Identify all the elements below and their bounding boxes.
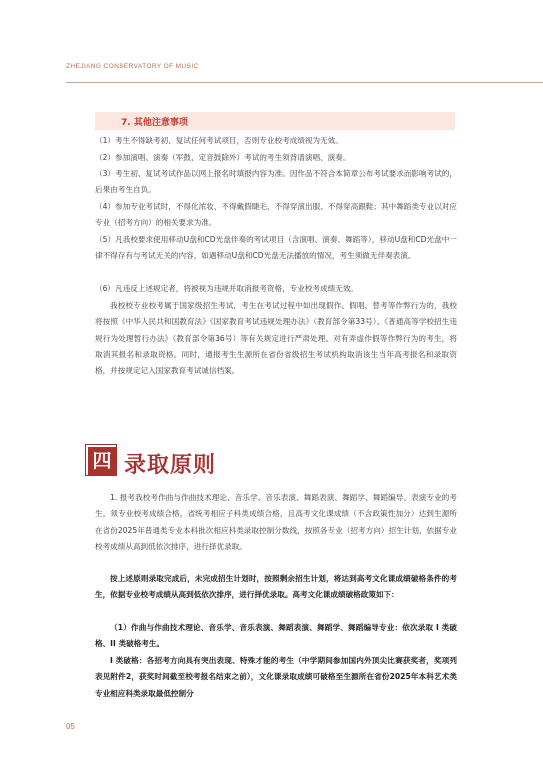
admission-majors-rule: （1）作曲与作曲技术理论、音乐学、音乐表演、舞蹈表演、舞蹈学、舞蹈编导专业：依次录取 I 类破格、II 类破格考生。 <box>95 623 457 649</box>
note-2: （2）参加演唱、演奏（军鼓、定音鼓除外）考试的考生须背谱演唱、演奏。 <box>95 153 351 162</box>
class-one-exception-rule: I 类破格：各招考方向具有突出表现、特殊才能的考生（中学期间参加国内外顶尖比赛获奖者，奖项列表见附件2，获奖时间截至校考报名结束之前），文化课录取成绩可破格至生源所在省份2025年本科艺术类专业相应科类录取最低控制分 <box>95 656 457 698</box>
note-6: （6）凡违反上述规定者，将被视为违规并取消报考资格，专业校考成绩无效。 <box>95 284 359 293</box>
admission-supplement-rule: 按上述原则录取完成后，未完成招生计划时，按照剩余招生计划，将达到高考文化课成绩破格条件的考生，依据专业校考成绩从高到低依次排序，进行择优录取。高考文化课成绩破格政策如下： <box>95 574 457 600</box>
section-number-seal: 四 <box>88 447 116 475</box>
note-title: 7. 其他注意事项 <box>121 118 188 128</box>
admission-rule-1: 1. 报考我校考作曲与作曲技术理论、音乐学、音乐表演、舞蹈表演、舞蹈学、舞蹈编导、表演专业的考生，须专业校考成绩合格，省统考相应子科类成绩合格，且高考文化课成绩（不含政策性加分）达到生源所在省份2025年普通类专业本科批次相应科类录取控制分数线，按照各专业（招考方向）招生计划，依据专业校考成绩从高到低依次排序，进行择优录取。 <box>95 493 457 551</box>
section-title: 录取原则 <box>124 452 217 478</box>
note-3: （3）考生初、复试考试作品以网上报名时填报内容为准。因作品不符合本简章公布考试要求而影响考试的，后果由考生自负。 <box>95 169 457 195</box>
header-divider <box>66 82 543 83</box>
note-4: （4）参加专业考试时，不得化浓妆，不得戴假睫毛，不得穿演出服、不得穿高跟鞋；其中舞蹈类专业以对应专业（招考方向）的相关要求为准。 <box>95 202 457 228</box>
page-number: 05 <box>66 722 75 731</box>
note-5: （5）凡我校要求使用移动U盘和CD光盘伴奏的考试项目（含演唱、演奏、舞蹈等），移动U盘和CD光盘中一律不得存有与考试无关的内容，如遇移动U盘和CD光盘无法播放的情况，考生须做无伴奏表演。 <box>95 235 457 261</box>
running-header: ZHEJIANG CONSERVATORY OF MUSIC <box>66 63 199 70</box>
note-1: （1）考生不得缺考初、复试任何考试项目，否则专业校考成绩视为无效。 <box>95 136 343 145</box>
cheating-policy-paragraph: 我校校专业校考属于国家级招生考试，考生在考试过程中如出现假作、假唱、替考等作弊行为的，我校将按照《中华人民共和国教育法》《国家教育考试违规处理办法》（教育部令第33号）、《普通高等学校招生违规行为处理暂行办法》（教育部令第36号）等有关规定进行严肃处理。对有弄虚作假等作弊行为的考生，将取消其报名和录取资格。同时，通报考生生源所在省份省级招生考试机构取消该生当年高考报名和录取资格，并按规定记入国家教育考试诚信档案。 <box>95 301 457 376</box>
